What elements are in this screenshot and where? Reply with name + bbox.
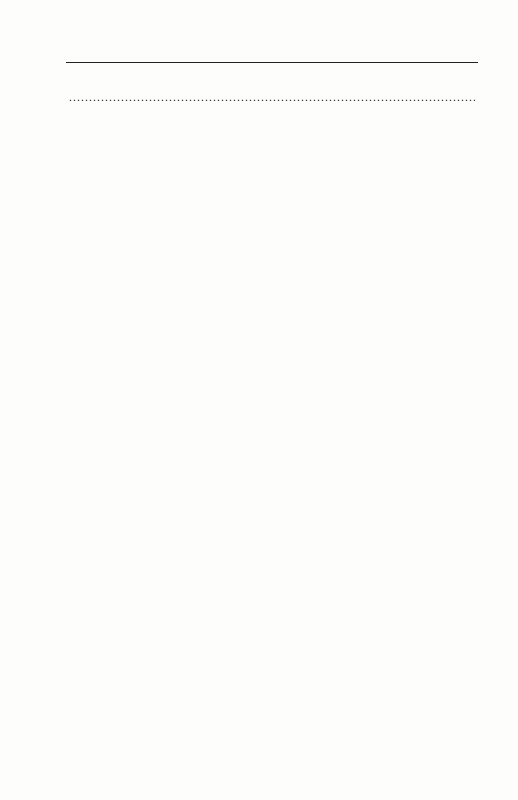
leader-dots (69, 86, 475, 109)
toc-entry-bibliography[interactable] (66, 86, 478, 109)
table-of-contents (66, 72, 478, 109)
header-rule (66, 62, 478, 63)
